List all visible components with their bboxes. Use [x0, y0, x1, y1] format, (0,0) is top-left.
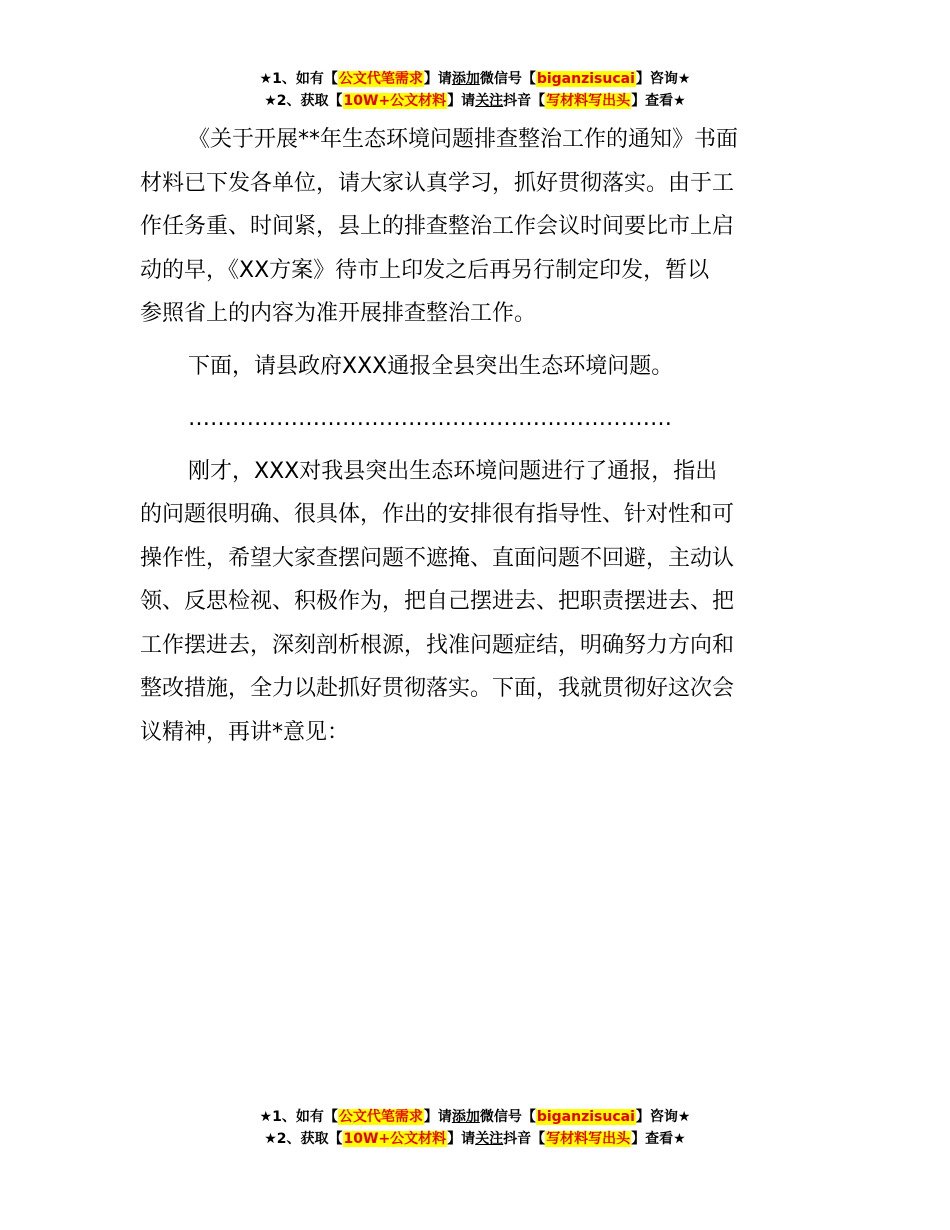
banner-text: 微信号【 [479, 1109, 536, 1125]
header-banner [0, 68, 950, 112]
banner-underline-text: 添加 [451, 71, 480, 87]
banner-line-1 [0, 68, 950, 90]
banner-line-2 [0, 90, 950, 112]
banner-underline-text: 添加 [451, 1109, 480, 1125]
paragraph-2 [140, 345, 812, 389]
footer-banner [0, 1106, 950, 1150]
highlight-douyin-account: 写材料写出头 [546, 93, 631, 109]
banner-text: 抖音【 [503, 93, 546, 109]
text-line: 工作摆进去，深刻剖析根源，找准问题症结，明确努力方向和 [140, 632, 735, 658]
banner-underline-text: 关注 [475, 1131, 504, 1147]
banner-text: 微信号【 [479, 71, 536, 87]
banner-text: 】咨询★ [635, 1109, 691, 1125]
text-line: 整改措施，全力以赴抓好贯彻落实。下面，我就贯彻好这次会 [140, 676, 735, 701]
banner-text: 】请 [447, 93, 476, 109]
text-line: 动的早，《XX方案》待市上印发之后再另行制定印发，暂以 [140, 257, 710, 283]
text-line: 参照省上的内容为准开展排查整治工作。 [140, 301, 537, 326]
banner-text: 】请 [423, 71, 452, 87]
banner-text: 】请 [423, 1109, 452, 1125]
banner-line-1 [0, 1106, 950, 1128]
ellipsis-separator: ………………………………………………………… [188, 406, 672, 431]
text-line: 《关于开展**年生态环境问题排查整治工作的通知》书面 [188, 127, 739, 152]
text-line: 议精神，再讲*意见： [140, 719, 350, 745]
banner-line-2 [0, 1128, 950, 1150]
banner-text: 抖音【 [503, 1131, 546, 1147]
banner-text: ★1、如有【 [259, 71, 338, 87]
highlight-wechat-id: biganzisucai [536, 1109, 635, 1125]
text-line: 领、反思检视、积极作为，把自己摆进去、把职责摆进去、把 [140, 589, 735, 614]
banner-text: 】查看★ [631, 1131, 686, 1147]
banner-underline-text: 关注 [475, 93, 504, 109]
text-line: 的问题很明确、很具体，作出的安排很有指导性、针对性和可 [140, 502, 735, 527]
document-body [140, 118, 812, 763]
banner-text: 】咨询★ [635, 71, 691, 87]
highlight-materials: 10W+公文材料 [343, 93, 447, 109]
highlight-wechat-id: biganzisucai [536, 71, 635, 87]
banner-text: ★1、如有【 [259, 1109, 338, 1125]
paragraph-1 [140, 118, 812, 336]
text-line: 材料已下发各单位，请大家认真学习，抓好贯彻落实。由于工 [140, 170, 735, 196]
highlight-service: 公文代笔需求 [338, 71, 423, 87]
banner-text: 】查看★ [631, 93, 686, 109]
highlight-materials: 10W+公文材料 [343, 1131, 447, 1147]
banner-text: ★2、获取【 [264, 93, 343, 109]
banner-text: ★2、获取【 [264, 1131, 343, 1147]
banner-text: 】请 [447, 1131, 476, 1147]
text-line: 作任务重、时间紧，县上的排查整治工作会议时间要比市上启 [140, 214, 735, 239]
text-line: 刚才，XXX对我县突出生态环境问题进行了通报，指出 [188, 458, 718, 484]
text-line: 下面，请县政府XXX通报全县突出生态环境问题。 [188, 353, 674, 379]
paragraph-3 [140, 450, 812, 755]
highlight-service: 公文代笔需求 [338, 1109, 423, 1125]
text-line: 操作性，希望大家查摆问题不遮掩、直面问题不回避，主动认 [140, 545, 735, 571]
highlight-douyin-account: 写材料写出头 [546, 1131, 631, 1147]
